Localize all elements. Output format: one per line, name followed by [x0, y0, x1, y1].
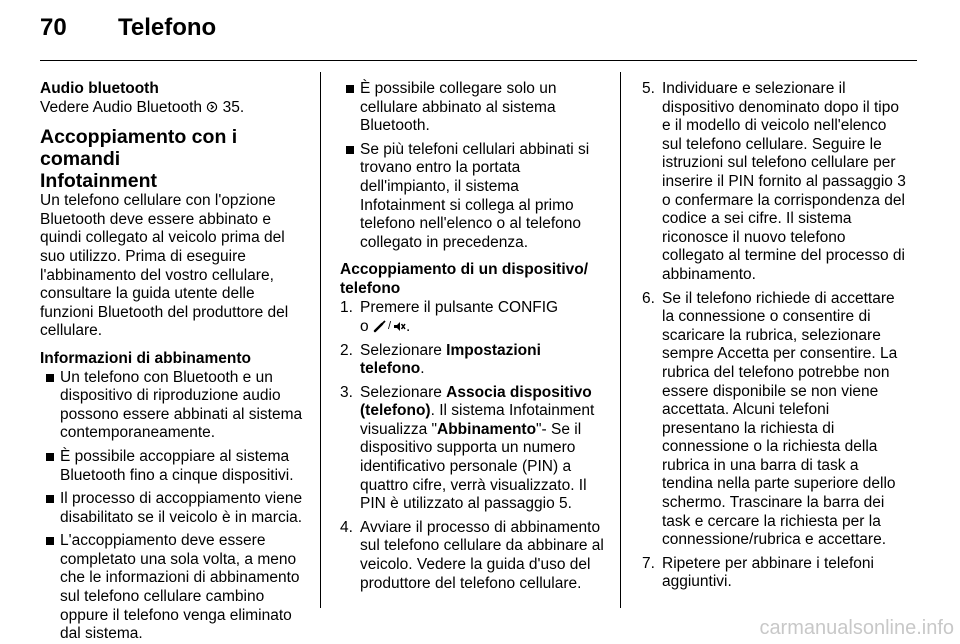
- connection-info-list: [340, 80, 604, 252]
- column-2: [340, 80, 604, 593]
- page-header: [40, 14, 916, 58]
- mute-speaker-icon: [393, 320, 406, 333]
- list-item: Se più telefoni cellulari abbinati si trovano entro la portata dell'impianto, il sistema Infotainment si collega al primo telefono nell'elenco o al telefono collegato in precedenza.: [340, 141, 604, 253]
- list-item: 4. Avviare il processo di abbinamento sul telefono cellulare da abbinare al veicolo. Vedere la guida d'uso del produttore del telefono cellulare.: [340, 518, 604, 592]
- bullet-square-icon: [46, 374, 54, 382]
- list-item: 2. Selezionare Impostazioni telefono.: [340, 341, 541, 378]
- device-pairing-heading: Accoppiamento di un dispositivo/ telefono: [340, 261, 589, 297]
- section-title: Accoppiamento con i comandi Infotainment: [40, 126, 238, 193]
- column-divider-2: [620, 72, 621, 608]
- list-item: Il processo di accoppiamento viene disabilitato se il veicolo è in marcia.: [40, 490, 306, 527]
- list-item: L'accoppiamento deve essere completato una sola volta, a meno che le informazioni di abbinamento sul telefono cellulare cambino oppure il telefono venga eliminato dal sistema.: [40, 532, 306, 644]
- watermark: carmanualsonline.info: [759, 617, 954, 639]
- pairing-info-list: [40, 369, 306, 644]
- page-number: 70: [40, 14, 67, 41]
- list-item: 6. Se il telefono richiede di accettare la connessione o consentire di scaricare la rubrica, selezionare sempre Accetta per consentire. La rubrica del telefono potrebbe non essere disponibile se non viene accettata. Alcuni telefoni presentano la richiesta di connessione o la richiesta della rubrica in una barra di task a tendina nella parte superiore dello schermo. Trascinare la barra dei task e cercare la richiesta per la connessione/rubrica e accettare.: [642, 289, 898, 549]
- audio-bluetooth-reference: Vedere Audio Bluetooth 35.: [40, 98, 245, 116]
- list-item: Un telefono con Bluetooth e un dispositivo di riproduzione audio possono essere abbinati al sistema contemporaneamente.: [40, 369, 306, 443]
- list-item: 1. Premere il pulsante CONFIG o / .: [340, 298, 559, 335]
- chapter-title: Telefono: [118, 14, 217, 41]
- list-item: 7. Ripetere per abbinare i telefoni aggiuntivi.: [642, 554, 874, 591]
- page-reference-arrow-icon: [206, 101, 218, 113]
- pairing-info-heading: Informazioni di abbinamento: [40, 349, 251, 367]
- bullet-square-icon: [346, 146, 354, 154]
- column-1: [40, 80, 306, 644]
- phone-call-icon: [373, 320, 386, 333]
- list-item: È possibile accoppiare al sistema Bluetooth fino a cinque dispositivi.: [40, 448, 306, 485]
- bullet-square-icon: [46, 495, 54, 503]
- list-item: 5. Individuare e selezionare il dispositivo denominato dopo il tipo e il modello di veicolo nell'elenco sul telefono cellulare. Seguire le istruzioni sul telefono cellulare per inserire il PIN fornito al passaggio 3 o confermare la corrispondenza del codice a sei cifre. Il sistema riconosce il nuovo telefono collegato al termine del processo di abbinamento.: [642, 80, 906, 283]
- header-divider: [40, 60, 917, 61]
- column-divider-1: [320, 72, 321, 608]
- bullet-square-icon: [46, 537, 54, 545]
- pairing-steps-list: [340, 299, 604, 594]
- bullet-square-icon: [346, 85, 354, 93]
- bullet-square-icon: [46, 453, 54, 461]
- pairing-steps-list-continued: [642, 80, 908, 592]
- list-item: 3. Selezionare Associa dispositivo (telefono). Il sistema Infotainment visualizza "Abbinamento"- Se il dispositivo supporta un numero identificativo personale (PIN) a quattro cifre, verrà visualizzato. Il PIN è utilizzato al passaggio 5.: [340, 383, 595, 513]
- config-icons: /: [373, 317, 406, 336]
- list-item: È possibile collegare solo un cellulare abbinato al sistema Bluetooth.: [340, 80, 604, 136]
- column-3: [642, 80, 908, 592]
- audio-bluetooth-heading: Audio bluetooth: [40, 80, 159, 97]
- intro-paragraph: Un telefono cellulare con l'opzione Bluetooth deve essere abbinato e quindi collegato al veicolo prima del suo utilizzo. Prima di eseguire l'abbinamento del vostro cellulare, consultare la guida utente delle funzioni Bluetooth del produttore del cellulare.: [40, 192, 289, 340]
